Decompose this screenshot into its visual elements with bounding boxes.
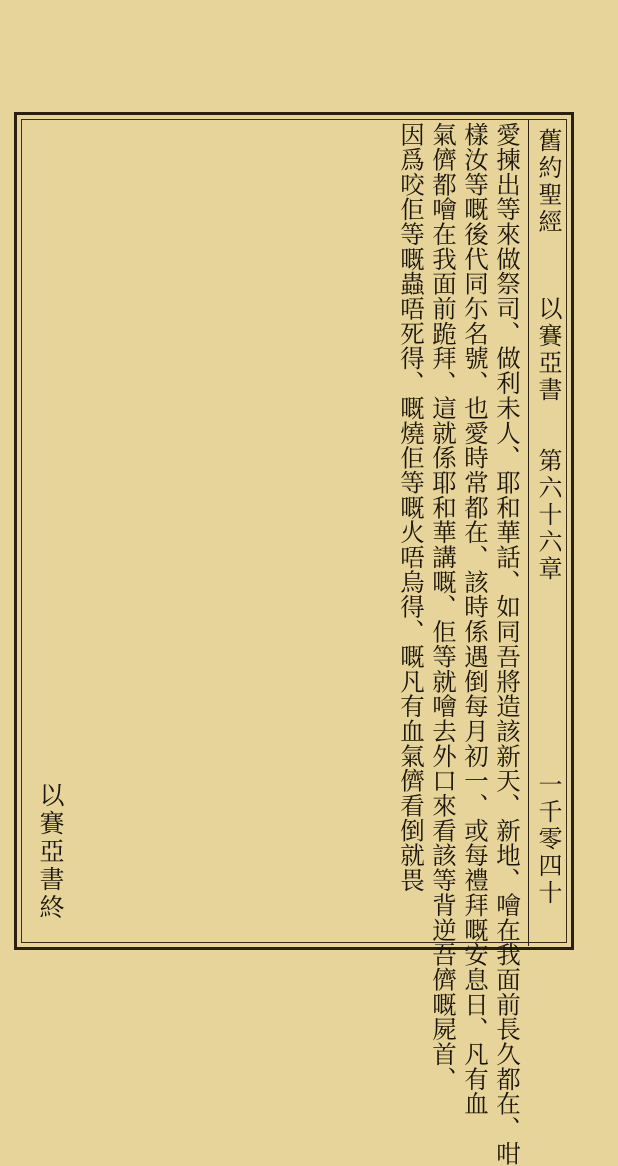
section-title: 以賽亞書 [534,296,562,404]
page-frame [14,112,574,950]
book-title: 舊約聖經 [534,128,562,236]
chapter-number: 第六十六章 [534,448,562,583]
book-end-label: 以賽亞書終 [36,782,65,922]
text-column-2: 樣汝等嘅後代同尓名號、也愛時常都在、該時係遇倒每月初一、或每禮拜嘅安息日、凡有血 [461,122,490,1116]
text-column-1: 愛揀出等來做祭司、做利未人、耶和華話、如同吾將造該新天、新地、噲在我面前長久都在、咁 [493,122,522,1166]
text-column-3: 氣儕都噲在我面前跪拜、這就係耶和華講嘅、佢等就噲去外口來看該等背逆吾儕嘅屍首、 [429,122,458,1092]
page-number: 一千零四十 [534,772,562,907]
running-header [528,120,563,946]
library-stamp [170,18,220,118]
text-column-4: 因爲咬佢等嘅蟲唔死得、嘅燒佢等嘅火唔烏得、嘅凡有血氣儕看倒就畏 [397,122,426,893]
